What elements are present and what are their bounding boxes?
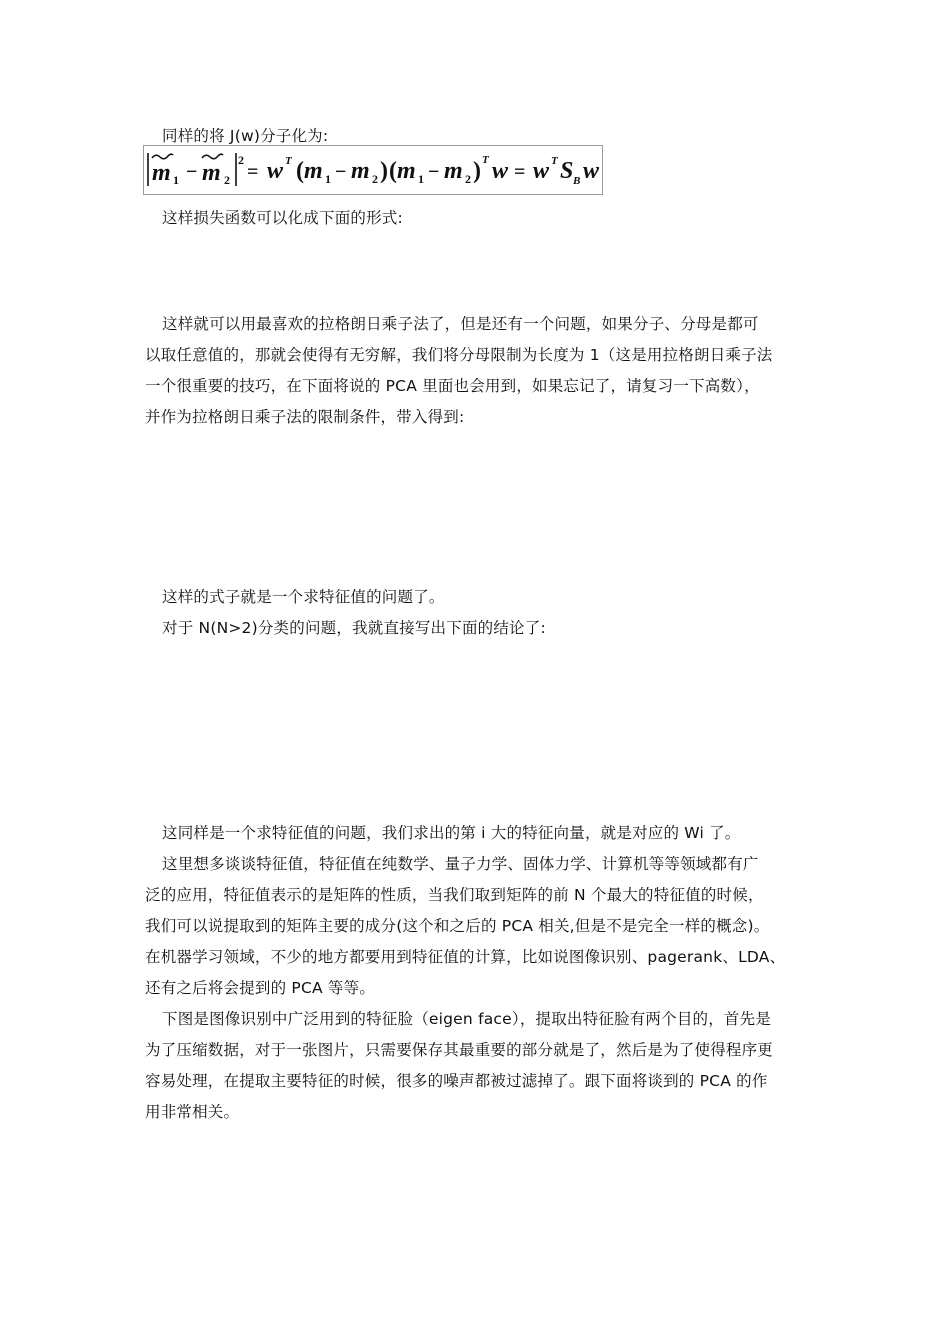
svg-text:w: w [533,158,550,184]
paragraph-eigenvalue-line-5: 还有之后将会提到的 PCA 等等。 [145,979,376,997]
paragraph-loss-function: 这样损失函数可以化成下面的形式: [162,209,403,227]
paragraph-eigenvalue-line-4: 在机器学习领域，不少的地方都要用到特征值的计算，比如说图像识别、pagerank、LDA、 [145,948,786,966]
svg-text:(: ( [296,158,304,184]
svg-text:S: S [560,158,574,184]
svg-text:2: 2 [238,153,244,167]
svg-text:w: w [492,158,509,184]
svg-text:=: = [514,161,526,183]
svg-text:T: T [285,155,292,167]
svg-text:m: m [152,160,171,186]
svg-text:2: 2 [224,173,230,187]
svg-text:1: 1 [325,172,331,186]
paragraph-numerator-intro: 同样的将 J(w)分子化为: [162,127,329,145]
svg-text:w: w [583,158,600,184]
svg-text:w: w [267,158,284,184]
paragraph-n-class: 对于 N(N>2)分类的问题，我就直接写出下面的结论了: [162,619,546,637]
paragraph-eigenface-line-4: 用非常相关。 [145,1103,240,1121]
formula-svg [144,146,602,194]
svg-text:−: − [428,161,440,183]
svg-text:1: 1 [418,172,424,186]
svg-text:): ) [380,158,388,184]
formula-image [143,145,603,195]
paragraph-lagrange-line-4: 并作为拉格朗日乘子法的限制条件，带入得到: [145,408,465,426]
svg-text:2: 2 [372,172,378,186]
svg-text:1: 1 [173,173,179,187]
svg-text:=: = [247,161,259,183]
svg-text:m: m [444,158,463,184]
paragraph-eigen-problem: 这样的式子就是一个求特征值的问题了。 [162,588,445,606]
svg-text:m: m [202,160,221,186]
svg-text:2: 2 [465,172,471,186]
svg-text:T: T [482,154,489,166]
svg-text:m: m [351,158,370,184]
paragraph-eigenface-line-1: 下图是图像识别中广泛用到的特征脸（eigen face），提取出特征脸有两个目的，首先是 [162,1010,772,1028]
svg-text:−: − [335,161,347,183]
svg-text:): ) [473,158,481,184]
paragraph-eigenvalue-line-3: 我们可以说提取到的矩阵主要的成分(这个和之后的 PCA 相关,但是不是完全一样的概念)。 [145,917,770,935]
svg-text:m: m [397,158,416,184]
paragraph-eigenface-line-3: 容易处理，在提取主要特征的时候，很多的噪声都被过滤掉了。跟下面将谈到的 PCA 的作 [145,1072,768,1090]
paragraph-eigenvector: 这同样是一个求特征值的问题，我们求出的第 i 大的特征向量，就是对应的 Wi 了。 [162,824,741,842]
paragraph-eigenvalue-line-1: 这里想多谈谈特征值，特征值在纯数学、量子力学、固体力学、计算机等等领域都有广 [162,855,759,873]
paragraph-lagrange-line-3: 一个很重要的技巧，在下面将说的 PCA 里面也会用到，如果忘记了，请复习一下高数）， [145,377,760,395]
svg-text:T: T [551,155,558,167]
svg-text:(: ( [389,158,397,184]
paragraph-eigenvalue-line-2: 泛的应用，特征值表示的是矩阵的性质，当我们取到矩阵的前 N 个最大的特征值的时候， [145,886,764,904]
paragraph-lagrange-line-2: 以取任意值的，那就会使得有无穷解，我们将分母限制为长度为 1（这是用拉格朗日乘子法 [145,346,773,364]
svg-text:m: m [304,158,323,184]
svg-text:B: B [573,175,581,187]
paragraph-lagrange-line-1: 这样就可以用最喜欢的拉格朗日乘子法了，但是还有一个问题，如果分子、分母是都可 [162,315,759,333]
paragraph-eigenface-line-2: 为了压缩数据，对于一张图片，只需要保存其最重要的部分就是了，然后是为了使得程序更 [145,1041,774,1059]
svg-text:−: − [186,161,198,183]
